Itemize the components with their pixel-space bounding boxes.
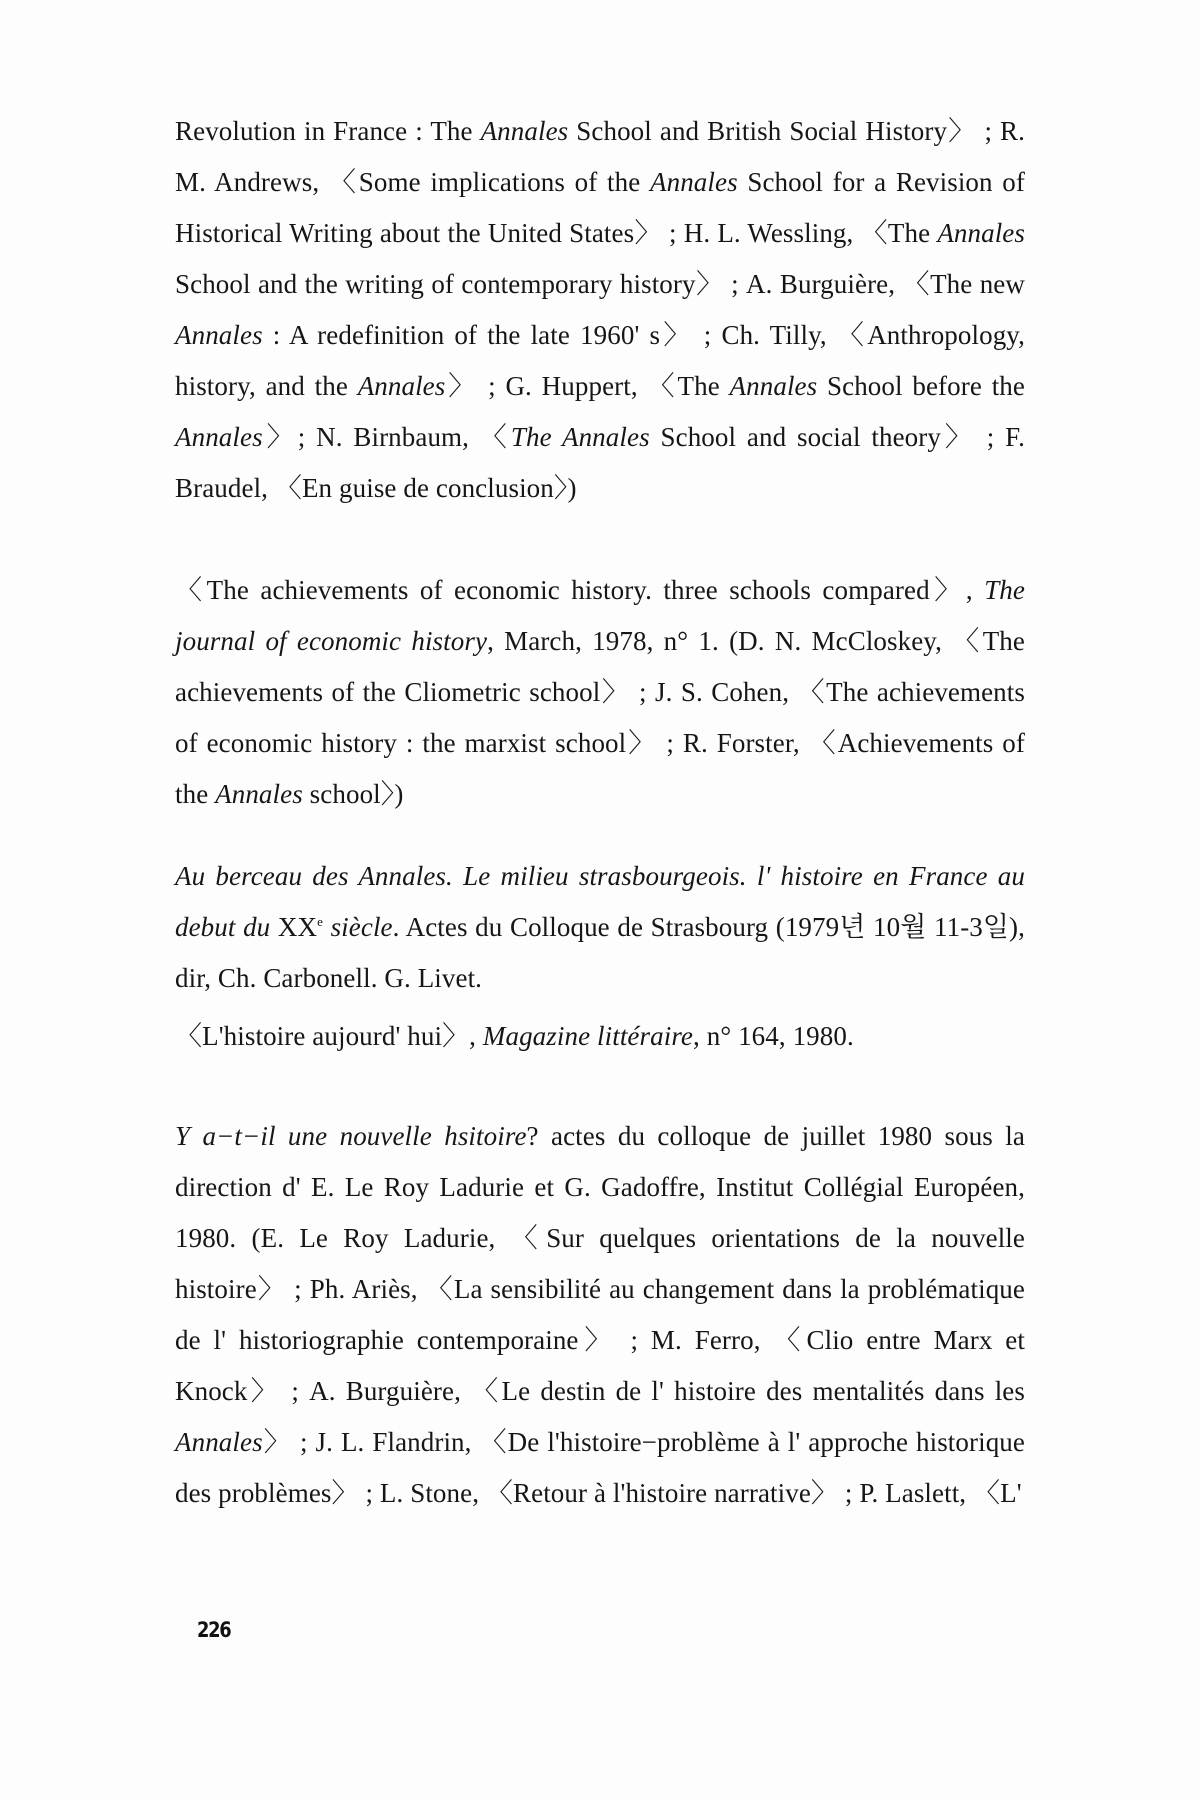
italic-title-text: Y a−t−il une nouvelle hsitoire xyxy=(175,1121,527,1151)
entry-text-segment: School for a Revision of Historical Writing about the United States〉 ; H. L. Wessling, 〈The xyxy=(175,167,1025,248)
italic-title-text: The Annales xyxy=(510,422,650,452)
entry-text-segment: School and the writing of contemporary history〉 ; A. Burguière, 〈The new xyxy=(175,269,1025,299)
entry-text xyxy=(175,851,1025,1004)
entry-text-segment: School and social theory〉 ; F. Braudel, 〈En guise de conclusion〉) xyxy=(175,422,1025,503)
entry-text-segment: , March, 1978, n° 1. (D. N. McCloskey, 〈The achievements of the Cliometric school〉 ; J. S. Cohen, 〈The achievements of economic history : the marxist school〉 ; R. Forster, 〈Achievements of the xyxy=(175,626,1025,809)
entry-text-segment: : A redefinition of the late 1960' s〉 ; Ch. Tilly, 〈Anthropology, history, and the xyxy=(175,320,1025,401)
entry-text-segment: 〉 ; J. L. Flandrin, 〈De l'histoire−problème à l' approche historique des problèmes〉 ; L. Stone, 〈Retour à l'histoire narrative〉 ; P. Laslett, 〈L' xyxy=(175,1427,1025,1508)
italic-title-text: Au berceau des Annales. Le milieu strasbourgeois. l' histoire en France au debut du xyxy=(175,861,1025,942)
entry-text-segment: e xyxy=(317,914,323,929)
entry-text-segment: 〈The achievements of economic history. three schools compared〉, xyxy=(175,575,985,605)
bibliography-entry-continued xyxy=(175,106,1025,514)
entry-text xyxy=(175,565,1025,820)
italic-title-text: Annales xyxy=(357,371,446,401)
entry-text-segment: . Actes du Colloque de Strasbourg (1979년 10월 11-3일), dir, Ch. Carbonell. G. Livet. xyxy=(175,912,1026,993)
italic-title-text: Annales xyxy=(175,1427,263,1457)
italic-title-text: Annales xyxy=(650,167,738,197)
italic-title-text: Annales xyxy=(175,422,263,452)
entry-text-segment: school〉) xyxy=(302,779,404,809)
bibliography-entry-berceau xyxy=(175,851,1025,1004)
entry-text-segment: 〉 ; G. Huppert, 〈The xyxy=(445,371,730,401)
entry-text xyxy=(175,1111,1025,1519)
entry-text-segment: XX xyxy=(277,912,318,942)
bibliography-entry-economic-history xyxy=(175,565,1025,820)
bibliography-entry-magazine xyxy=(175,1011,1025,1062)
entry-text-segment: School before the xyxy=(817,371,1025,401)
page-number: 226 xyxy=(197,1618,231,1642)
italic-title-text: The journal of economic history xyxy=(175,575,1025,656)
bibliography-entry-nouvelle-histoire xyxy=(175,1111,1025,1519)
entry-text-segment: Revolution in France : The xyxy=(175,116,481,146)
italic-title-text: Annales xyxy=(729,371,818,401)
italic-title-text: Annales xyxy=(480,116,569,146)
italic-title-text: Annales xyxy=(215,779,303,809)
entry-text xyxy=(175,1011,1025,1062)
italic-title-text: siècle xyxy=(322,912,393,942)
entry-text-segment: , n° 164, 1980. xyxy=(693,1021,854,1051)
entry-text-segment: ? actes du colloque de juillet 1980 sous la direction d' E. Le Roy Ladurie et G. Gadoffre, Institut Collégial Européen, 1980. (E. Le Roy Ladurie, 〈Sur quelques orientations de la nouvelle histoire〉 ; Ph. Ariès, 〈La sensibilité au changement dans la problématique de l' historiographie contemporaine〉 ; M. Ferro, 〈Clio entre Marx et Knock〉 ; A. Burguière, 〈Le destin de l' histoire des mentalités dans les xyxy=(175,1121,1025,1406)
entry-text-segment: 〈L'histoire aujourd' hui〉, xyxy=(175,1021,483,1051)
entry-text xyxy=(175,106,1025,514)
entry-text-segment: 〉; N. Birnbaum, 〈 xyxy=(262,422,511,452)
italic-title-text: Annales xyxy=(175,320,263,350)
italic-title-text: Magazine littéraire xyxy=(482,1021,694,1051)
entry-text-segment: School and British Social History〉 ; R. M. Andrews, 〈Some implications of the xyxy=(175,116,1026,197)
italic-title-text: Annales xyxy=(937,218,1025,248)
